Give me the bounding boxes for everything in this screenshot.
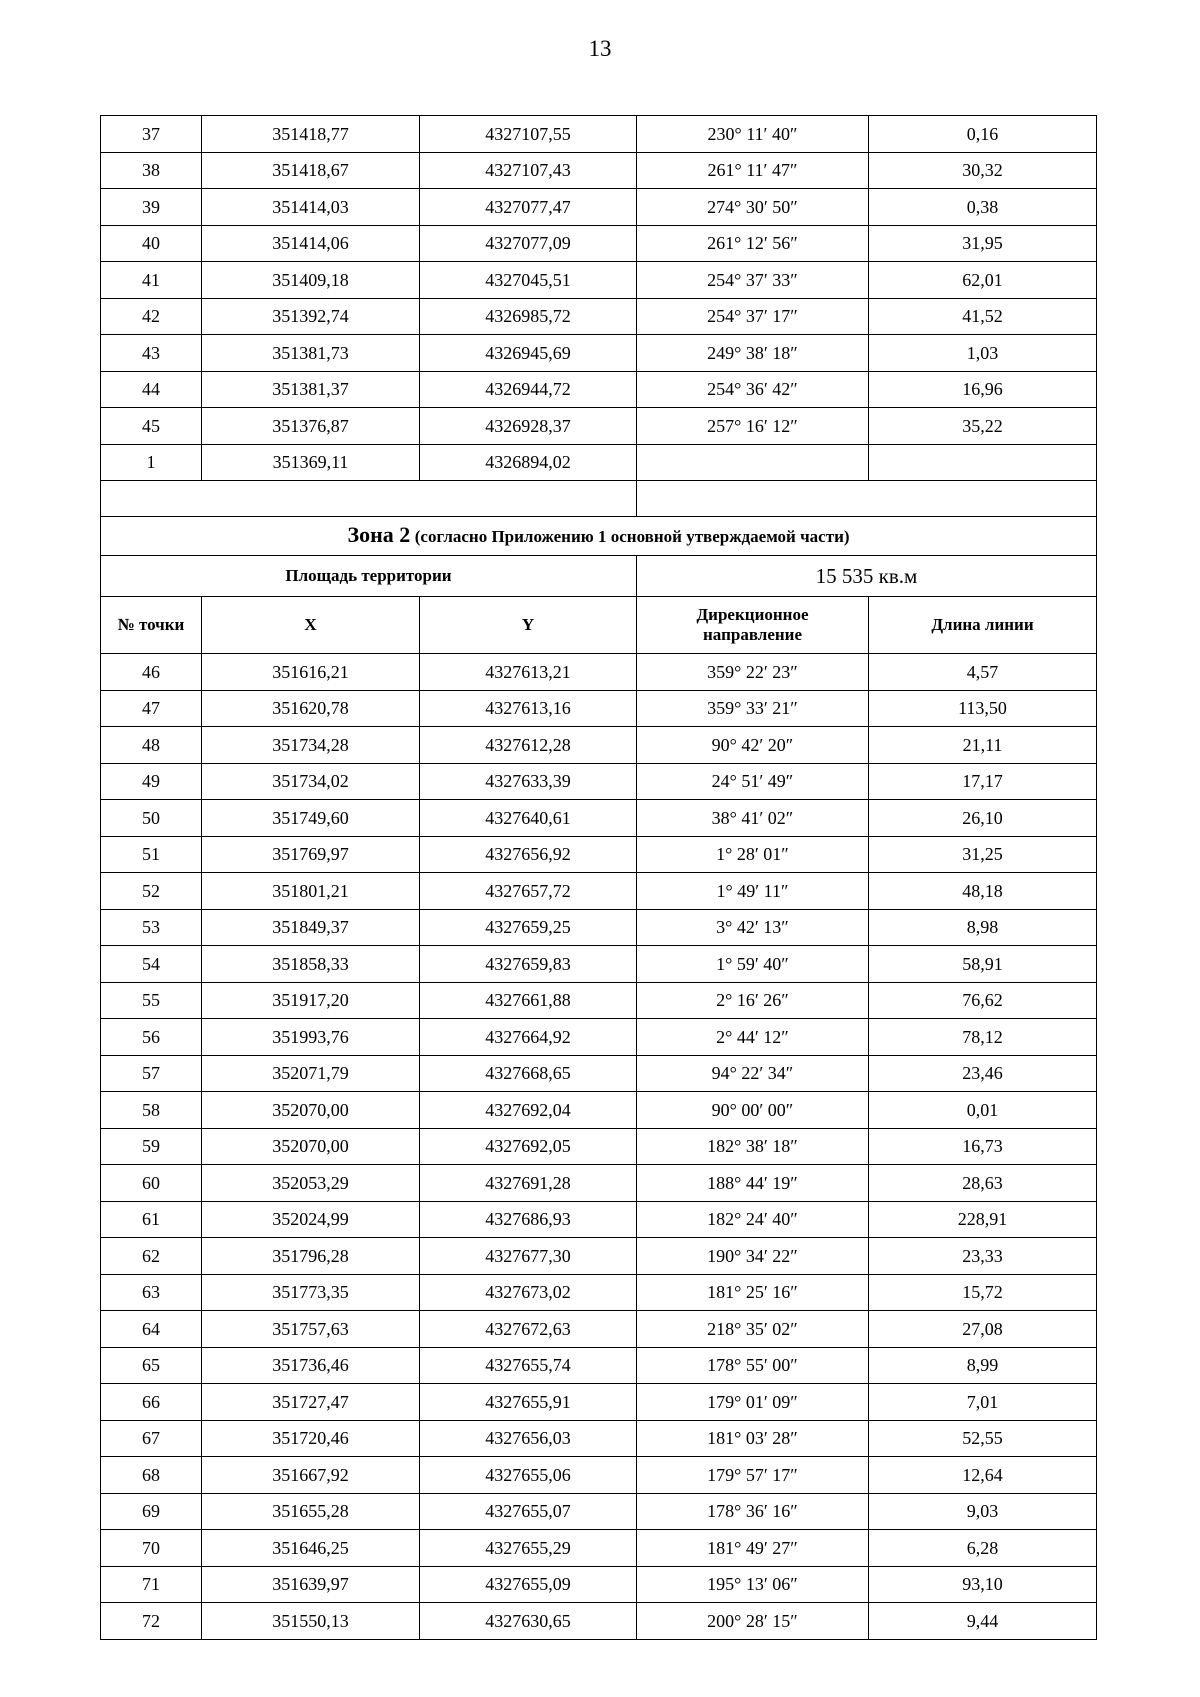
y-cell: 4327613,16 [420,690,637,727]
point-number-cell: 61 [101,1201,202,1238]
direction-cell: 178° 36′ 16″ [637,1493,869,1530]
zone-title: Зона 2 [347,522,411,547]
y-cell: 4327657,72 [420,873,637,910]
x-cell: 351858,33 [202,946,420,983]
y-cell: 4327692,04 [420,1092,637,1129]
point-number-cell: 42 [101,298,202,335]
direction-cell: 254° 37′ 17″ [637,298,869,335]
length-cell: 93,10 [869,1566,1097,1603]
direction-cell: 200° 28′ 15″ [637,1603,869,1640]
zone-title-row [101,517,1097,556]
x-cell: 351720,46 [202,1420,420,1457]
x-cell: 351418,67 [202,152,420,189]
point-number-cell: 44 [101,371,202,408]
length-cell: 48,18 [869,873,1097,910]
table-row [101,1201,1097,1238]
y-cell: 4326985,72 [420,298,637,335]
y-cell: 4327655,74 [420,1347,637,1384]
y-cell: 4327613,21 [420,654,637,691]
x-cell: 351667,92 [202,1457,420,1494]
direction-cell: 3° 42′ 13″ [637,909,869,946]
length-cell: 0,38 [869,189,1097,226]
y-cell: 4327659,25 [420,909,637,946]
point-number-cell: 47 [101,690,202,727]
point-number-cell: 68 [101,1457,202,1494]
direction-cell: 1° 49′ 11″ [637,873,869,910]
direction-cell: 257° 16′ 12″ [637,408,869,445]
direction-cell: 218° 35′ 02″ [637,1311,869,1348]
length-cell [869,444,1097,481]
y-cell: 4327668,65 [420,1055,637,1092]
point-number-cell: 55 [101,982,202,1019]
y-cell: 4326894,02 [420,444,637,481]
length-cell: 58,91 [869,946,1097,983]
y-cell: 4327686,93 [420,1201,637,1238]
direction-cell: 90° 42′ 20″ [637,727,869,764]
x-cell: 352071,79 [202,1055,420,1092]
length-cell: 4,57 [869,654,1097,691]
y-cell: 4327655,09 [420,1566,637,1603]
x-cell: 351616,21 [202,654,420,691]
table-row [101,225,1097,262]
empty-cell [637,481,1097,517]
point-number-cell: 59 [101,1128,202,1165]
point-number-cell: 56 [101,1019,202,1056]
x-cell: 351917,20 [202,982,420,1019]
length-cell: 113,50 [869,690,1097,727]
direction-cell: 182° 24′ 40″ [637,1201,869,1238]
x-cell: 351646,25 [202,1530,420,1567]
y-cell: 4327077,47 [420,189,637,226]
direction-cell: 94° 22′ 34″ [637,1055,869,1092]
table-header-row [101,597,1097,654]
point-number-cell: 46 [101,654,202,691]
y-cell: 4327612,28 [420,727,637,764]
y-cell: 4327656,03 [420,1420,637,1457]
length-cell: 0,01 [869,1092,1097,1129]
point-number-cell: 58 [101,1092,202,1129]
y-cell: 4327661,88 [420,982,637,1019]
direction-cell: 261° 11′ 47″ [637,152,869,189]
direction-cell: 190° 34′ 22″ [637,1238,869,1275]
length-cell: 41,52 [869,298,1097,335]
table-row [101,1128,1097,1165]
empty-row [101,481,1097,517]
table-row [101,727,1097,764]
x-cell: 352070,00 [202,1128,420,1165]
point-number-cell: 71 [101,1566,202,1603]
length-cell: 1,03 [869,335,1097,372]
direction-cell: 254° 37′ 33″ [637,262,869,299]
point-number-cell: 49 [101,763,202,800]
y-cell: 4327077,09 [420,225,637,262]
length-cell: 52,55 [869,1420,1097,1457]
x-cell: 351414,03 [202,189,420,226]
point-number-cell: 60 [101,1165,202,1202]
point-number-cell: 45 [101,408,202,445]
direction-cell: 2° 16′ 26″ [637,982,869,1019]
table-row [101,1566,1097,1603]
direction-cell: 188° 44′ 19″ [637,1165,869,1202]
table-row [101,800,1097,837]
point-number-cell: 57 [101,1055,202,1092]
length-cell: 8,99 [869,1347,1097,1384]
length-cell: 228,91 [869,1201,1097,1238]
y-cell: 4327107,43 [420,152,637,189]
point-number-cell: 64 [101,1311,202,1348]
table-row [101,1530,1097,1567]
header-y: Y [420,597,637,654]
y-cell: 4327656,92 [420,836,637,873]
point-number-cell: 54 [101,946,202,983]
length-cell: 76,62 [869,982,1097,1019]
x-cell: 351796,28 [202,1238,420,1275]
table-row [101,1603,1097,1640]
header-x: X [202,597,420,654]
zone-2-rows [101,654,1097,1640]
point-number-cell: 48 [101,727,202,764]
x-cell: 351736,46 [202,1347,420,1384]
coordinates-table [100,115,1097,1640]
table-row [101,909,1097,946]
direction-cell: 38° 41′ 02″ [637,800,869,837]
y-cell: 4327630,65 [420,1603,637,1640]
length-cell: 31,25 [869,836,1097,873]
y-cell: 4326944,72 [420,371,637,408]
table-row [101,1019,1097,1056]
length-cell: 9,03 [869,1493,1097,1530]
length-cell: 23,46 [869,1055,1097,1092]
x-cell: 351369,11 [202,444,420,481]
length-cell: 35,22 [869,408,1097,445]
x-cell: 351849,37 [202,909,420,946]
x-cell: 351801,21 [202,873,420,910]
direction-cell: 1° 28′ 01″ [637,836,869,873]
area-label: Площадь территории [101,556,637,597]
direction-cell: 24° 51′ 49″ [637,763,869,800]
length-cell: 17,17 [869,763,1097,800]
x-cell: 351381,73 [202,335,420,372]
length-cell: 16,96 [869,371,1097,408]
x-cell: 351639,97 [202,1566,420,1603]
direction-cell: 249° 38′ 18″ [637,335,869,372]
x-cell: 351414,06 [202,225,420,262]
point-number-cell: 39 [101,189,202,226]
direction-cell: 359° 22′ 23″ [637,654,869,691]
length-cell: 8,98 [869,909,1097,946]
y-cell: 4327655,07 [420,1493,637,1530]
length-cell: 12,64 [869,1457,1097,1494]
x-cell: 351376,87 [202,408,420,445]
table-row [101,946,1097,983]
y-cell: 4327655,29 [420,1530,637,1567]
y-cell: 4327655,91 [420,1384,637,1421]
page-number: 13 [588,36,612,61]
point-number-cell: 43 [101,335,202,372]
point-number-cell: 62 [101,1238,202,1275]
table-row [101,1384,1097,1421]
x-cell: 352070,00 [202,1092,420,1129]
point-number-cell: 52 [101,873,202,910]
table-row [101,1420,1097,1457]
x-cell: 351993,76 [202,1019,420,1056]
length-cell: 15,72 [869,1274,1097,1311]
table-row [101,836,1097,873]
direction-cell: 195° 13′ 06″ [637,1566,869,1603]
length-cell: 16,73 [869,1128,1097,1165]
point-number-cell: 72 [101,1603,202,1640]
point-number-cell: 65 [101,1347,202,1384]
zone-subtitle: (согласно Приложению 1 основной утверждаемой части) [414,527,850,546]
point-number-cell: 41 [101,262,202,299]
length-cell: 23,33 [869,1238,1097,1275]
x-cell: 351734,02 [202,763,420,800]
y-cell: 4327677,30 [420,1238,637,1275]
x-cell: 351381,37 [202,371,420,408]
direction-cell: 179° 57′ 17″ [637,1457,869,1494]
direction-cell [637,444,869,481]
x-cell: 351550,13 [202,1603,420,1640]
x-cell: 351392,74 [202,298,420,335]
x-cell: 351773,35 [202,1274,420,1311]
direction-cell: 182° 38′ 18″ [637,1128,869,1165]
x-cell: 351769,97 [202,836,420,873]
x-cell: 351620,78 [202,690,420,727]
y-cell: 4327659,83 [420,946,637,983]
y-cell: 4327664,92 [420,1019,637,1056]
header-point-number: № точки [101,597,202,654]
y-cell: 4326928,37 [420,408,637,445]
direction-cell: 359° 33′ 21″ [637,690,869,727]
length-cell: 27,08 [869,1311,1097,1348]
direction-cell: 178° 55′ 00″ [637,1347,869,1384]
y-cell: 4327655,06 [420,1457,637,1494]
point-number-cell: 67 [101,1420,202,1457]
x-cell: 351734,28 [202,727,420,764]
direction-cell: 274° 30′ 50″ [637,189,869,226]
direction-cell: 1° 59′ 40″ [637,946,869,983]
table-row [101,654,1097,691]
point-number-cell: 53 [101,909,202,946]
length-cell: 78,12 [869,1019,1097,1056]
y-cell: 4327107,55 [420,116,637,153]
point-number-cell: 69 [101,1493,202,1530]
x-cell: 351655,28 [202,1493,420,1530]
table-row [101,116,1097,153]
point-number-cell: 50 [101,800,202,837]
direction-cell: 2° 44′ 12″ [637,1019,869,1056]
table-row [101,298,1097,335]
y-cell: 4327673,02 [420,1274,637,1311]
y-cell: 4327640,61 [420,800,637,837]
x-cell: 351727,47 [202,1384,420,1421]
y-cell: 4327045,51 [420,262,637,299]
length-cell: 7,01 [869,1384,1097,1421]
area-row [101,556,1097,597]
direction-cell: 179° 01′ 09″ [637,1384,869,1421]
x-cell: 351749,60 [202,800,420,837]
table-row [101,1165,1097,1202]
x-cell: 351757,63 [202,1311,420,1348]
y-cell: 4327672,63 [420,1311,637,1348]
table-row [101,335,1097,372]
table-row [101,1493,1097,1530]
table-row [101,1311,1097,1348]
table-row [101,690,1097,727]
direction-cell: 181° 03′ 28″ [637,1420,869,1457]
length-cell: 9,44 [869,1603,1097,1640]
direction-cell: 261° 12′ 56″ [637,225,869,262]
table-row [101,152,1097,189]
length-cell: 0,16 [869,116,1097,153]
x-cell: 351418,77 [202,116,420,153]
header-line-length: Длина линии [869,597,1097,654]
area-value: 15 535 кв.м [637,556,1097,597]
point-number-cell: 51 [101,836,202,873]
point-number-cell: 1 [101,444,202,481]
table-row [101,1274,1097,1311]
point-number-cell: 63 [101,1274,202,1311]
point-number-cell: 70 [101,1530,202,1567]
y-cell: 4327692,05 [420,1128,637,1165]
direction-cell: 230° 11′ 40″ [637,116,869,153]
y-cell: 4326945,69 [420,335,637,372]
zone-2-header-block [101,481,1097,654]
direction-cell: 181° 49′ 27″ [637,1530,869,1567]
empty-cell [101,481,637,517]
x-cell: 352053,29 [202,1165,420,1202]
length-cell: 31,95 [869,225,1097,262]
table-row [101,1457,1097,1494]
length-cell: 62,01 [869,262,1097,299]
table-row [101,444,1097,481]
point-number-cell: 40 [101,225,202,262]
zone-1-rows [101,116,1097,481]
point-number-cell: 37 [101,116,202,153]
table-row [101,262,1097,299]
zone-title-cell [101,517,1097,556]
length-cell: 21,11 [869,727,1097,764]
length-cell: 6,28 [869,1530,1097,1567]
y-cell: 4327691,28 [420,1165,637,1202]
length-cell: 28,63 [869,1165,1097,1202]
table-row [101,1092,1097,1129]
table-row [101,982,1097,1019]
header-direction [637,597,869,654]
table-row [101,873,1097,910]
table-row [101,1055,1097,1092]
x-cell: 352024,99 [202,1201,420,1238]
point-number-cell: 38 [101,152,202,189]
direction-cell: 90° 00′ 00″ [637,1092,869,1129]
direction-cell: 181° 25′ 16″ [637,1274,869,1311]
y-cell: 4327633,39 [420,763,637,800]
point-number-cell: 66 [101,1384,202,1421]
table-row [101,763,1097,800]
direction-cell: 254° 36′ 42″ [637,371,869,408]
length-cell: 26,10 [869,800,1097,837]
length-cell: 30,32 [869,152,1097,189]
x-cell: 351409,18 [202,262,420,299]
table-row [101,1238,1097,1275]
table-row [101,371,1097,408]
table-row [101,408,1097,445]
table-row [101,1347,1097,1384]
table-row [101,189,1097,226]
header-direction-label: Дирекционное направление [696,605,809,644]
